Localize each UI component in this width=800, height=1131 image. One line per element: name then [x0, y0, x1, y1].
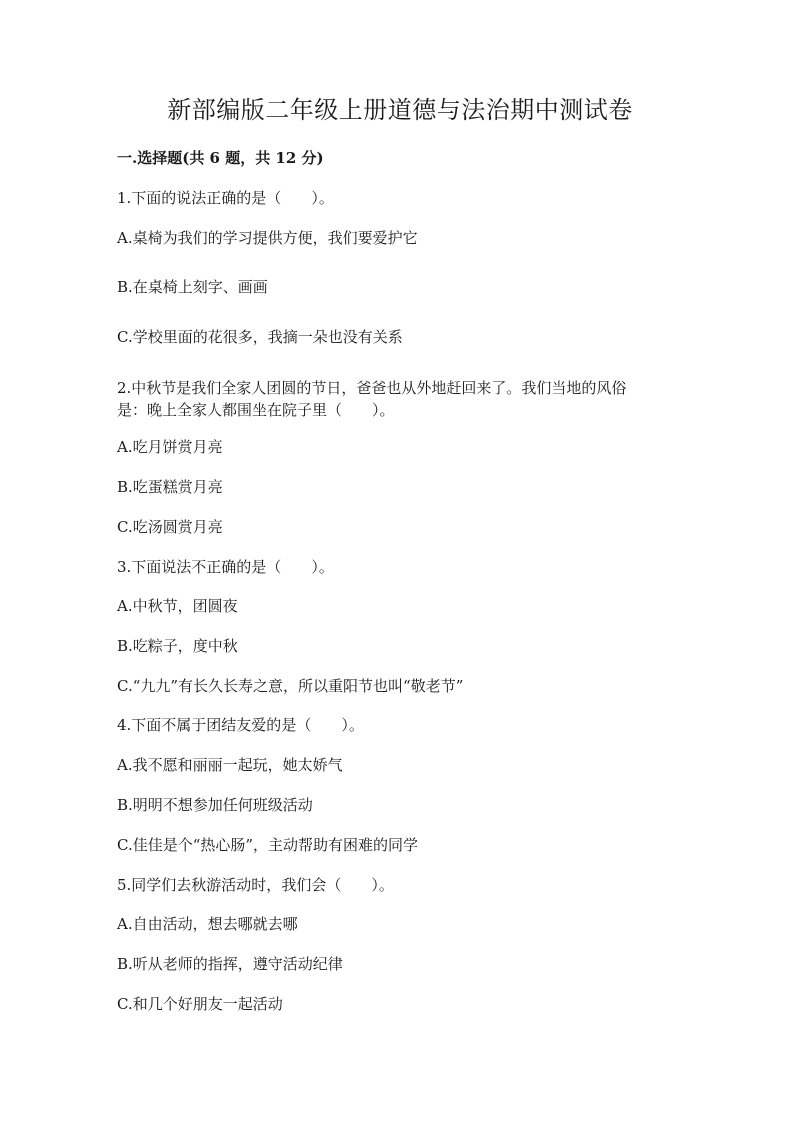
- page-title: 新部编版二年级上册道德与法治期中测试卷: [167, 96, 633, 124]
- question-1-option-c: C.学校里面的花很多，我摘一朵也没有关系: [117, 328, 403, 346]
- question-1-option-a: A.桌椅为我们的学习提供方便，我们要爱护它: [117, 229, 418, 247]
- question-5-option-c: C.和几个好朋友一起活动: [117, 995, 283, 1013]
- question-4-option-c: C.佳佳是个“热心肠”，主动帮助有困难的同学: [117, 836, 419, 854]
- question-5-option-a: A.自由活动，想去哪就去哪: [117, 915, 298, 933]
- question-4-option-b: B.明明不想参加任何班级活动: [117, 796, 313, 814]
- question-3-option-b: B.吃粽子，度中秋: [117, 637, 238, 655]
- question-1-stem: 1.下面的说法正确的是（ ）。: [117, 189, 334, 207]
- question-3-option-a: A.中秋节，团圆夜: [117, 597, 238, 615]
- question-4-stem: 4.下面不属于团结友爱的是（ ）。: [117, 716, 364, 734]
- section-heading: 一.选择题(共 6 题，共 12 分): [117, 149, 324, 167]
- question-5-option-b: B.听从老师的指挥，遵守活动纪律: [117, 955, 343, 973]
- question-3-option-c: C.“九九”有长久长寿之意，所以重阳节也叫“敬老节”: [117, 677, 464, 695]
- question-2-option-c: C.吃汤圆赏月亮: [117, 518, 223, 536]
- question-2-option-b: B.吃蛋糕赏月亮: [117, 478, 223, 496]
- question-5-stem: 5.同学们去秋游活动时，我们会（ ）。: [117, 876, 394, 894]
- question-4-option-a: A.我不愿和丽丽一起玩，她太娇气: [117, 756, 343, 774]
- question-2-option-a: A.吃月饼赏月亮: [117, 438, 223, 456]
- question-2-stem-line-2: 是：晚上全家人都围坐在院子里（ ）。: [117, 401, 395, 419]
- question-1-option-b: B.在桌椅上刻字、画画: [117, 278, 268, 296]
- question-2-stem-line-1: 2.中秋节是我们全家人团圆的节日，爸爸也从外地赶回来了。我们当地的风俗: [117, 379, 627, 397]
- question-3-stem: 3.下面说法不正确的是（ ）。: [117, 558, 334, 576]
